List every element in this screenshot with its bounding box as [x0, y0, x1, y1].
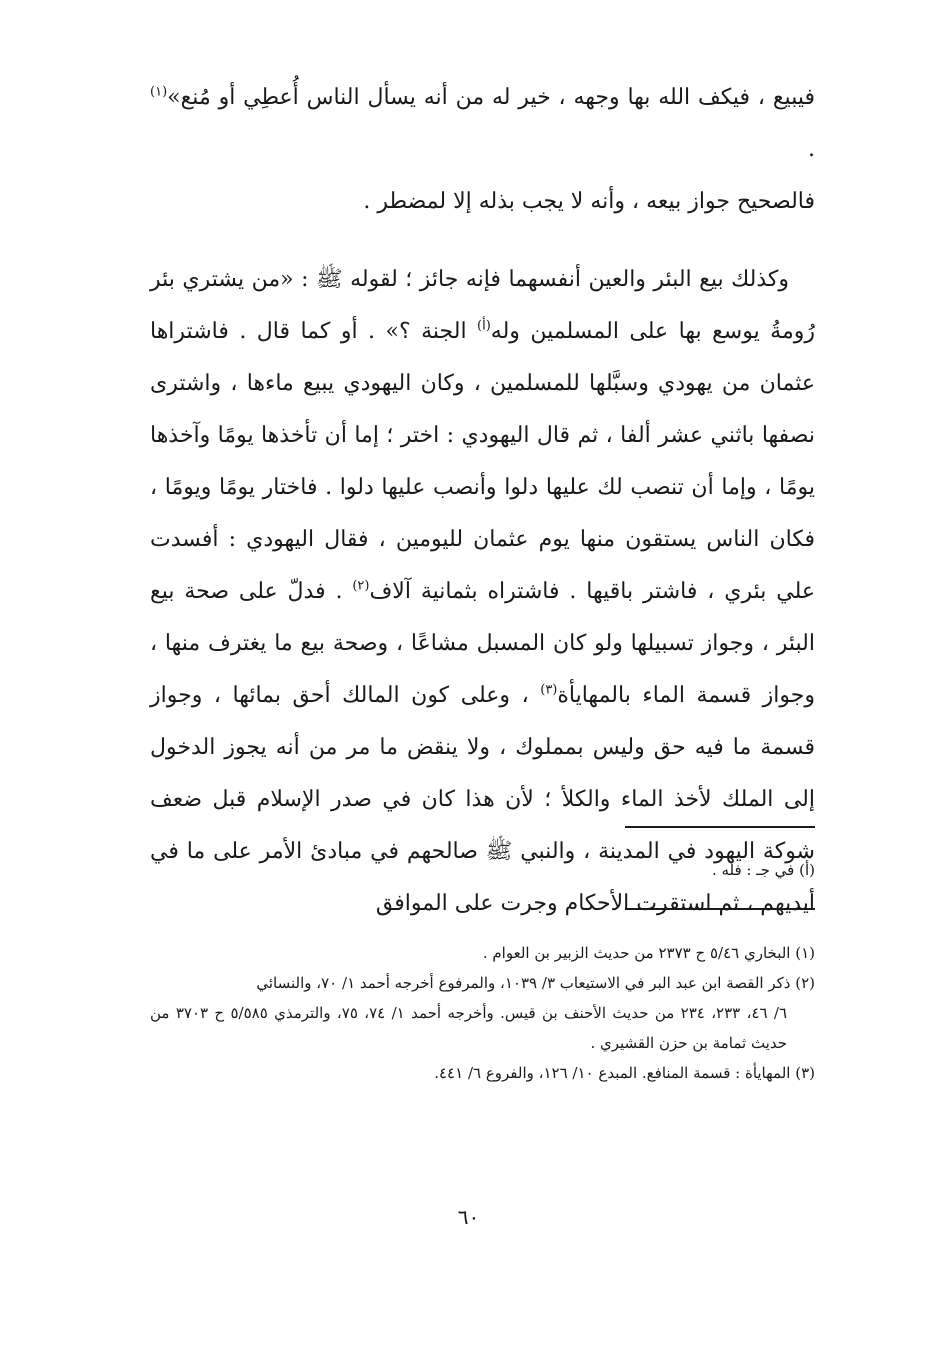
footnote-1 [150, 938, 815, 968]
footnote-ref-2[interactable]: (٢) [352, 578, 370, 594]
paragraph-1 [150, 72, 815, 176]
footnote-3 [150, 1058, 815, 1088]
paragraph-3 [150, 254, 815, 930]
footnote-2-text: (٢) ذكر القصة ابن عبد البر في الاستيعاب ٣/ ١٠٣٩، والمرفوع أخرجه أحمد ١/ ٧٠، والنسائي [256, 974, 815, 992]
paragraph-2 [150, 176, 815, 228]
variant-divider [625, 826, 815, 828]
footnote-2-continuation: ٦/ ٤٦، ٢٣٣، ٢٣٤ من حديث الأحنف بن قيس. وأخرجه أحمد ١/ ٧٤، ٧٥، والترمذي ٥/٥٨٥ ح ٣٧٠٣ من حديث ثمامة بن حزن القشيري . [150, 1004, 788, 1052]
paragraph-1-end: . [808, 137, 815, 162]
footnote-3-text: (٣) المهايأة : قسمة المنافع. المبدع ١٠/ ١٢٦، والفروع ٦/ ٤٤١. [434, 1064, 815, 1082]
paragraph-2-text: فالصحيح جواز بيعه ، وأنه لا يجب بذله إلا لمضطر . [363, 189, 815, 214]
footnotes [150, 938, 815, 1088]
footnote-ref-3[interactable]: (٣) [540, 682, 558, 698]
variant-note: (أ) في جـ : فله . [711, 861, 815, 879]
paragraph-3-text-a: وكذلك بيع البئر والعين أنفسهما فإنه جائز ؛ لقوله ﷺ : «من يشتري بئر رُومةُ يوسع بها على المسلمين وله [150, 267, 815, 344]
variant-ref-a[interactable]: (أ) [477, 318, 491, 334]
main-text [150, 72, 815, 930]
paragraph-3-text-b: الجنة ؟» . أو كما قال . فاشتراها عثمان من يهودي وسبَّلها للمسلمين ، وكان اليهودي يبيع ماءها ، واشترى نصفها باثني عشر ألفا ، ثم قال اليهودي : اختر ؛ إما أن تأخذها يومًا وآخذها يومًا ، وإما أن تنصب لك عليها دلوا وأنصب عليها دلوا . فاختار يومًا ويومًا ، فكان الناس يستقون منها يوم عثمان لليومين ، فقال اليهودي : أفسدت علي بئري ، فاشتر باقيها . فاشتراه بثمانية آلاف [150, 319, 816, 604]
paragraph-1-text: فيبيع ، فيكف الله بها وجهه ، خير له من أنه يسأل الناس أُعطِي أو مُنع» [167, 85, 815, 110]
page-number: ٦٠ [457, 1205, 480, 1229]
footnote-1-text: (١) البخاري ٥/٤٦ ح ٢٣٧٣ من حديث الزبير بن العوام . [482, 944, 815, 962]
footnote-ref-1[interactable]: (١) [150, 84, 168, 100]
paragraph-3-text-c: . فدلّ على صحة بيع البئر ، وجواز تسبيلها ولو كان المسبل مشاعًا ، وصحة بيع ما يغترف منها ، وجواز قسمة الماء بالمهايأة [150, 579, 815, 708]
paragraph-3-text-d: ، وعلى كون المالك أحق بمائها ، وجواز قسمة ما فيه حق وليس بمملوك ، ولا ينقض ما مر من أنه يجوز الدخول إلى الملك لأخذ الماء والكلأ ؛ لأن هذا كان في صدر الإسلام قبل ضعف شوكة اليهود في المدينة ، والنبي ﷺ صالحهم في مبادئ الأمر على ما في أيديهم ، ثم استقرت الأحكام وجرت على الموافق [150, 683, 815, 916]
footnote-2 [150, 968, 815, 1058]
footnote-divider [625, 908, 815, 910]
